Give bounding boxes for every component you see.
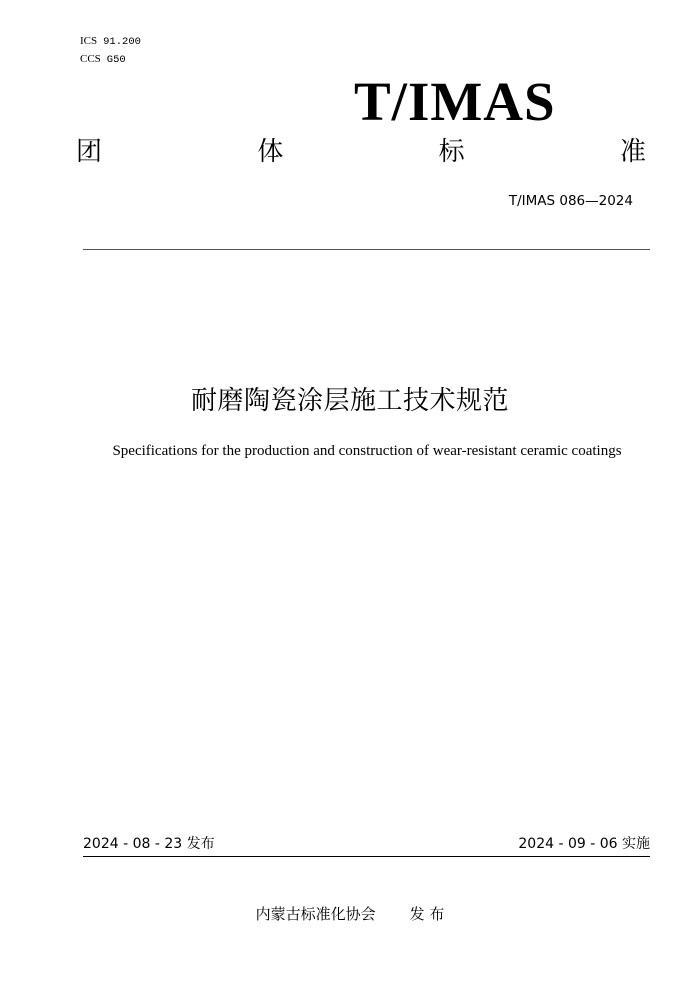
group-standard-char: 准 — [619, 137, 646, 167]
title-english: Specifications for the production and construction of wear-resistant ceramic coatings — [112, 443, 622, 459]
issuer-line — [0, 904, 700, 924]
ccs-classification — [80, 52, 126, 67]
header-divider — [83, 249, 650, 250]
ccs-label: CCS — [80, 53, 101, 65]
ics-classification — [80, 34, 141, 49]
implement-date: 2024 - 09 - 06 实施 — [518, 836, 650, 852]
publish-date: 2024 - 08 - 23 发布 — [83, 836, 215, 852]
ics-code: 91.200 — [103, 36, 141, 48]
issue-word: 发 布 — [409, 905, 445, 923]
group-standard-char: 标 — [438, 137, 465, 167]
group-standard-label — [76, 136, 646, 168]
footer-divider — [83, 856, 650, 857]
organization-code-logo: T/IMAS — [354, 71, 556, 132]
issuer-name: 内蒙古标准化协会 — [255, 905, 376, 923]
standard-number: T/IMAS 086—2024 — [508, 193, 633, 209]
group-standard-char: 体 — [257, 137, 284, 167]
group-standard-char: 团 — [76, 137, 103, 167]
ccs-code: G50 — [106, 54, 126, 66]
ics-label: ICS — [80, 35, 98, 47]
title-chinese: 耐磨陶瓷涂层施工技术规范 — [190, 386, 509, 416]
